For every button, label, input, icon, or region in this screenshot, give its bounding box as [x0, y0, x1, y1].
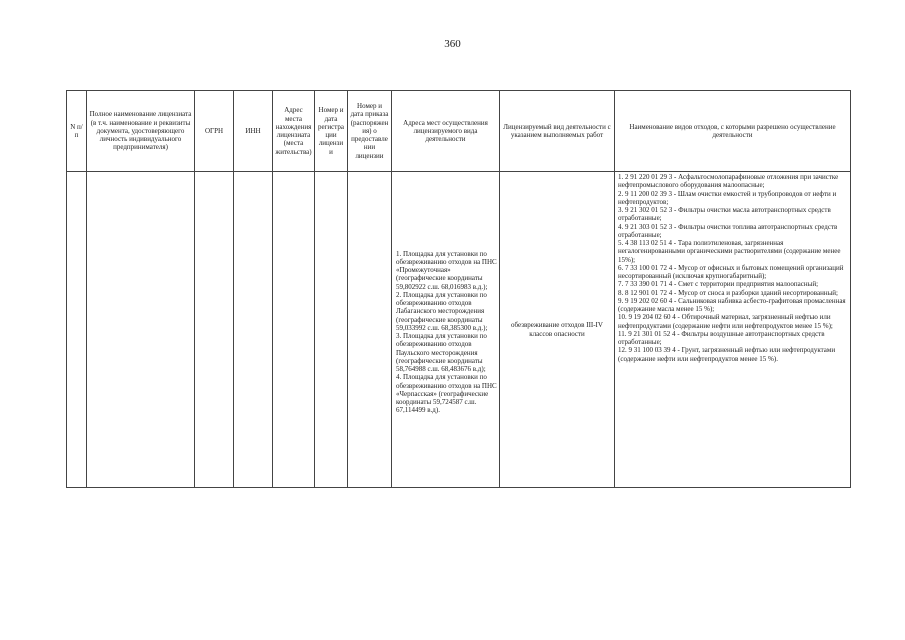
cell-ogrn — [195, 172, 234, 488]
waste-item: 3. 9 21 302 01 52 3 - Фильтры очистки масла автотранспортных средств отработанные; — [618, 206, 831, 223]
cell-address — [273, 172, 315, 488]
header-address: Адрес места нахождения лицензиата (места жительства) — [273, 91, 315, 172]
cell-inn — [234, 172, 273, 488]
waste-item: 9. 9 19 202 02 60 4 - Сальниковая набивка асбесто-графитовая промасленная (содержание масла менее 15 %); — [618, 296, 846, 313]
address-item: 4. Площадка для установки по обезвреживанию отходов на ПНС «Черпасская» (географические координаты 59,724587 с.ш. 67,114499 в.д). — [396, 373, 497, 415]
waste-item: 5. 4 38 113 02 51 4 - Тара полиэтиленовая, загрязненная негалогенированными органическими растворителями (содержание менее 15%); — [618, 239, 841, 264]
waste-item: 7. 7 33 390 01 71 4 - Смет с территории предприятия малоопасный; — [618, 280, 819, 289]
header-activity-type: Лицензируемый вид деятельности с указанием выполняемых работ — [500, 91, 615, 172]
waste-item: 12. 9 31 100 03 39 4 - Грунт, загрязненный нефтью или нефтепродуктами (содержание нефти или нефтепродуктов менее 15 %). — [618, 346, 836, 363]
header-waste-types: Наименование видов отходов, с которыми разрешено осуществление деятельности — [615, 91, 851, 172]
cell-order — [348, 172, 392, 488]
table-row — [67, 172, 851, 488]
address-item: 3. Площадка для установки по обезвреживанию отходов Паульского месторождения (географические координаты 58,764988 с.ш. 68,483676 в.д); — [396, 332, 487, 373]
address-item: 1. Площадка для установки по обезвреживанию отходов на ПНС «Промежуточная» (географические координаты 59,802922 с.ш. 68,016983 в.д.); — [396, 249, 497, 291]
cell-activity-addresses — [392, 172, 500, 488]
cell-registration — [315, 172, 348, 488]
waste-item: 2. 9 11 200 02 39 3 - Шлам очистки емкостей и трубопроводов от нефти и нефтепродуктов; — [618, 189, 837, 206]
header-name: Полное наименование лицензиата (в т.ч. наименование и реквизиты документа, удостоверяющего личность индивидуального предпринимателя) — [87, 91, 195, 172]
cell-name — [87, 172, 195, 488]
header-num: N п/п — [67, 91, 87, 172]
cell-num — [67, 172, 87, 488]
license-table — [66, 90, 851, 488]
header-activity-addresses: Адреса мест осуществления лицензируемого вида деятельности — [392, 91, 500, 172]
address-item: 2. Площадка для установки по обезвреживанию отходов Лабаганского месторождения (географические координаты 59,033992 с.ш. 68,385300 в.д.); — [396, 290, 488, 332]
header-ogrn: ОГРН — [195, 91, 234, 172]
waste-item: 6. 7 33 100 01 72 4 - Мусор от офисных и бытовых помещений организаций несортированный (исключая крупногабаритный); — [618, 263, 844, 280]
header-order: Номер и дата приказа (распоряжения) о предоставлении лицензии — [348, 91, 392, 172]
table-header-row — [67, 91, 851, 172]
waste-item: 11. 9 21 301 01 52 4 - Фильтры воздушные автотранспортных средств отработанные; — [618, 329, 825, 346]
waste-item: 8. 8 12 901 01 72 4 - Мусор от сноса и разборки зданий несортированный; — [618, 288, 838, 297]
cell-waste-types — [615, 172, 851, 488]
page-number: 360 — [444, 38, 461, 50]
waste-item: 4. 9 21 303 01 52 3 - Фильтры очистки топлива автотранспортных средств отработанные; — [618, 222, 838, 239]
header-registration: Номер и дата регистрации лицензии — [315, 91, 348, 172]
waste-item: 1. 2 91 220 01 29 3 - Асфальтосмолопарафиновые отложения при зачистке нефтепромыслового оборудования малоопасные; — [618, 173, 839, 190]
waste-item: 10. 9 19 204 02 60 4 - Обтирочный материал, загрязненный нефтью или нефтепродуктами (содержание нефти или нефтепродуктов менее 15 %); — [618, 313, 833, 330]
header-inn: ИНН — [234, 91, 273, 172]
cell-activity-type: обезвреживание отходов III-IV классов опасности — [500, 172, 615, 488]
